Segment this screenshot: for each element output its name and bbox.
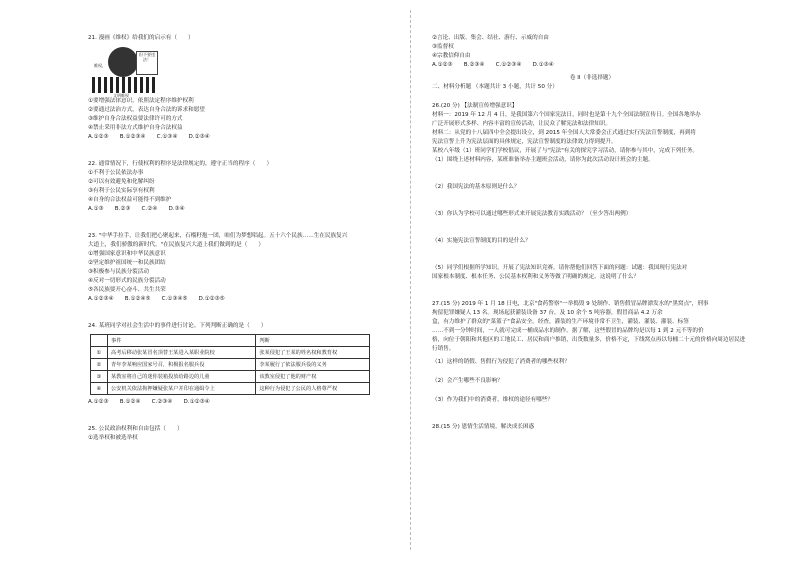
cartoon-figure [108,47,138,77]
q21-option: ①要增强法律意识，依照法定程序维护权利 [88,98,194,104]
q22-option: ③有利于公民实际享有权利 [88,188,155,194]
q24-table [90,334,370,395]
cartoon-sign: 但不要违法！ [136,51,158,75]
q27-text: 格，向位于朝阳和其他区的工地民工、居民和商户推销，出货数量多，价格不定，下线窝点再以每桶二十元的价格向周边居民进 [432,337,746,343]
q26-sub: （2）我国宪法的基本原则是什么？ [432,184,520,190]
q24-stem: 24. 某班同学对社会生活中的事件进行讨论。下列判断正确的是（ ） [88,323,267,329]
q26-title: 26.(20 分) 【法制宣传增强意识】 [432,103,518,109]
q23-stem: 23. "中华手拉手，让我们把心聚起来，石榴籽抱一团，咱们为梦想唱起。五十六个民族……生在民族复兴 [88,233,348,239]
table-cell: ① [91,347,108,359]
q23-option: ⑤各民族要开心奋斗、共生共荣 [88,287,166,293]
q25-option: ③监督权 [432,44,454,50]
table-cell: 某教室将自己的迷你装箱投放给路边的儿童 [108,371,256,383]
q27-sub: （3）作为我们中的消费者，维权的途径有哪些？ [432,397,554,403]
table-cell: ② [91,359,108,371]
table-cell: ④ [91,383,108,395]
q26-material: 材料一：2019 年 12 月 4 日，是我国第六个国家宪法日，同时也是第十九个全国法制宣传日。全国各地举办 [432,112,701,118]
table-cell: 高考后移动张某冒名顶替王某进入某职业院校 [108,347,256,359]
q21-option: ②要通过法治方式，表达自身合法的诉求和愿望 [88,107,205,113]
cartoon-base-label: 文明维权 [113,93,129,98]
q28-title: 28.(15 分) 恩情生活情境，解决成长困惑 [432,424,535,430]
q21-stem: 21. 漫画《维权》给我们的启示有（ ） [88,35,194,41]
section-heading: 二、材料分析题 （本题共计 3 小题，共计 50 分） [432,84,558,90]
q27-text: 27.(15 分) 2019 年 1 月 18 日电，北京"食药警察"一举捣毁 9 处制作、销售假冒品牌漂发水的"黑窝点"，刑事 [432,301,709,307]
q25-option: ④宗教信仰自由 [432,53,471,59]
left-column [88,34,388,443]
table-row [91,383,370,395]
q26-material: 材料二：从党的十八届四中全会提出设立，到 2015 年全国人大常委会正式通过实行宪法宣誓制度，再到将 [432,130,696,136]
table-header: 判断 [256,335,370,347]
q27-text: ……不到一分钟时间，一人就可完成一桶成品水的制作。据了解，这些假冒的品牌均是以每 1 到 2 元不等的价 [432,328,704,334]
table-cell: ③ [91,371,108,383]
column-divider [410,10,411,550]
q26-sub: （4）实施宪法宣誓制度的目的是什么？ [432,238,531,244]
q26-sub: （1）围绕上述材料内容，某班准备举办主题班会活动，请你为此次活动设计班会的主题。 [432,157,654,163]
table-cell: 该教室侵犯了他的财产权 [256,371,370,383]
q21-option: ③维护自身合法权益要法律许可的方式 [88,116,183,122]
q27-text: 拘留犯罪嫌疑人 13 名。现场起获灌装设备 37 台，及 10 余个 5 吨容器，假冒商品 4.2 万余 [432,310,663,316]
cartoon-base [92,77,158,98]
q26-sub: 国家根本制度、根本任务、公民基本权利和义务等做了明确的规定。这说明了什么？ [432,274,639,280]
table-cell: 青年李某响应国家号召，积极报名服兵役 [108,359,256,371]
q27-text: 行销售。 [432,346,455,352]
q26-material: 广泛开展形式多样、内容丰富的宣传活动，让民众了解宪法和法律知识。 [432,121,612,127]
table-row [91,347,370,359]
q23-choices: A.①②③④ B.①②④⑤ C.①③④⑤ D.①②③⑤ [88,296,225,302]
q24-choices: A.①②③ B.①②④ C.②③④ D.①②③④ [88,399,210,405]
q27-text: 盒，有力维护了群众的"菜篮子"食品安全。经查，灌装的生产环境非常不卫生，灌装、灌装、灌装、标签 [432,319,689,325]
table-header: 事件 [108,335,256,347]
q26-task: 某校八年级（1）班同学们学校倡议，开展了与"宪法"有关的探究学习活动，请你参与其中，完成下列任务。 [432,148,699,154]
q25-option: ②言论、出版、集会、结社、游行、示威的自由 [432,35,549,41]
q21-option: ④禁止采用非法方式维护自身合法权益 [88,125,183,131]
table-row [91,359,370,371]
q22-choices: A.①③ B.②③ C.②④ D.③④ [88,206,185,212]
table-cell: 公安机关依法拘押嫌疑张某户并印在通缉令上 [108,383,256,395]
q26-sub: （5）同学们根据所学知识，开展了宪法知识竞赛。请你帮他们回答下面的问题：试题：我国现行宪法对 [432,265,688,271]
q22-option: ④自身的合法权益可能得不到维护 [88,197,172,203]
q22-option: ②可以有效避免和化解纠纷 [88,179,155,185]
q25-stem: 25. 公民政治权利和自由包括（ ） [88,426,183,432]
table-cell: 李某履行了依法服兵役的义务 [256,359,370,371]
q27-sub: （2）会产生哪些不良影响？ [432,378,503,384]
q26-sub: （3）你认为学校可以通过哪些形式来开展宪法教育实践活动？（至少答出两例） [432,211,632,217]
q22-option: ①不利于公民依法办事 [88,170,144,176]
right-column [432,34,752,432]
q26-material: 宪法宣誓上升为宪法层面的具体规定，宪法宣誓制度的法律效力得到提升。 [432,139,617,145]
q22-stem: 22. 通常情况下，行使权利的程序是法律规定的，遵守正当的程序（ ） [88,161,273,167]
q23-option: ②坚定维护祖国统一和民族团结 [88,260,166,266]
q23-option: ③积极参与民族分裂活动 [88,269,149,275]
cartoon-label: 维权， [94,63,106,68]
q23-option: ①增强国家意识和中华民族意识 [88,251,166,257]
table-header [91,335,108,347]
q23-stem-cont: 大道上，我们骄傲的新时代。"在民族复兴大道上我们做到的是（ ） [88,242,264,248]
q21-cartoon [92,45,162,98]
q21-choices: A.①②③ B.①②③④ C.①③④ D.②③④ [88,134,210,140]
table-cell: 这种行为侵犯了公民的人格尊严权 [256,383,370,395]
section-title: 卷 II（非选择题） [569,75,615,81]
q27-sub: （1）这样的销假、售假行为侵犯了消费者的哪些权利？ [432,359,570,365]
table-header-row [91,335,370,347]
q25-choices: A.①②③ B.②③④ C.①②③④ D.①③④ [432,62,554,68]
q23-option: ④反对一切形式的民族分裂活动 [88,278,166,284]
q25-option: ①选举权和被选举权 [88,435,138,441]
table-cell: 张某侵犯了王某的姓名权和教育权 [256,347,370,359]
table-row [91,371,370,383]
